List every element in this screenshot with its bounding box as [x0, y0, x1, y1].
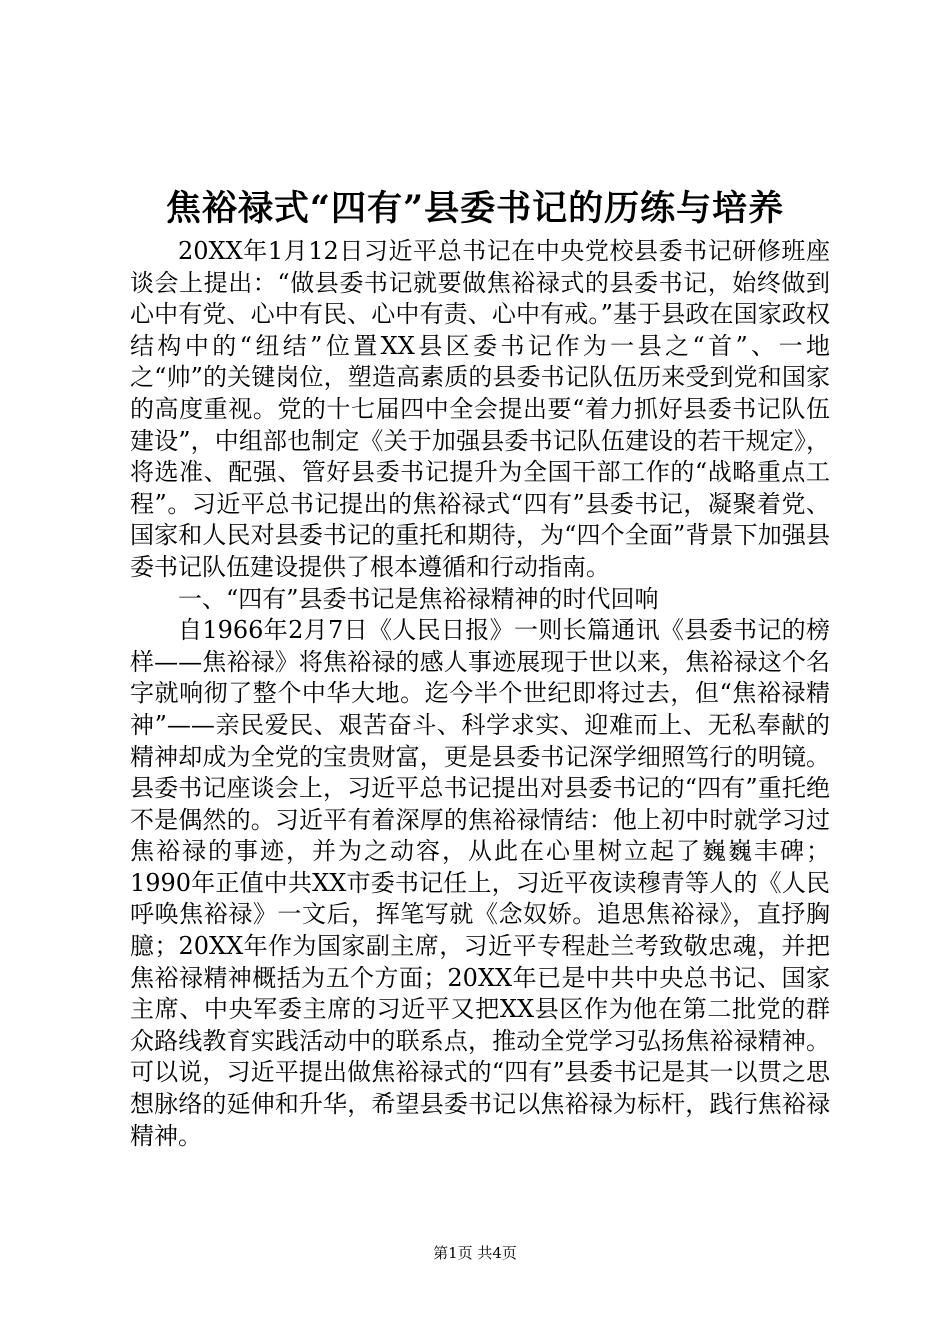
paragraph-section-1: 自1966年2月7日《人民日报》一则长篇通讯《县委书记的榜样——焦裕禄》将焦裕禄的感人事迹展现于世以来，焦裕禄这个名字就响彻了整个中华大地。迄今半个世纪即将过去，但“焦裕禄精神”——亲民爱民、艰苦奋斗、科学求实、迎难而上、无私奉献的精神却成为全党的宝贵财富，更是县委书记深学细照笃行的明镜。县委书记座谈会上，习近平总书记提出对县委书记的“四有”重托绝不是偶然的。习近平有着深厚的焦裕禄情结：他上初中时就学习过焦裕禄的事迹，并为之动容，从此在心里树立起了巍巍丰碑；1990年正值中共XX市委书记任上，习近平夜读穆青等人的《人民呼唤焦裕禄》一文后，挥笔写就《念奴娇。追思焦裕禄》，直抒胸臆；20XX年作为国家副主席，习近平专程赴兰考致敬忠魂，并把焦裕禄精神概括为五个方面；20XX年已是中共中央总书记、国家主席、中央军委主席的习近平又把XX县区作为他在第二批党的群众路线教育实践活动中的联系点，推动全党学习弘扬焦裕禄精神。可以说，习近平提出做焦裕禄式的“四有”县委书记是其一以贯之思想脉络的延伸和升华，希望县委书记以焦裕禄为标杆，践行焦裕禄精神。 [130, 616, 830, 1150]
section-heading-1: 一、“四有”县委书记是焦裕禄精神的时代回响 [178, 584, 659, 613]
page-number-footer: 第1页 共4页 [433, 1244, 517, 1262]
document-title: 焦裕禄式“四有”县委书记的历练与培养 [165, 188, 785, 229]
paragraph-intro: 20XX年1月12日习近平总书记在中央党校县委书记研修班座谈会上提出：“做县委书记就要做焦裕禄式的县委书记，始终做到心中有党、心中有民、心中有责、心中有戒。”基于县政在国家政权结构中的“纽结”位置XX县区委书记作为一县之“首”、一地之“帅”的关键岗位，塑造高素质的县委书记队伍历来受到党和国家的高度重视。党的十七届四中全会提出要“着力抓好县委书记队伍建设”，中组部也制定《关于加强县委书记队伍建设的若干规定》，将选准、配强、管好县委书记提升为全国干部工作的“战略重点工程”。习近平总书记提出的焦裕禄式“四有”县委书记，凝聚着党、国家和人民对县委书记的重托和期待，为“四个全面”背景下加强县委书记队伍建设提供了根本遵循和行动指南。 [130, 237, 830, 581]
document-body [130, 236, 830, 1152]
